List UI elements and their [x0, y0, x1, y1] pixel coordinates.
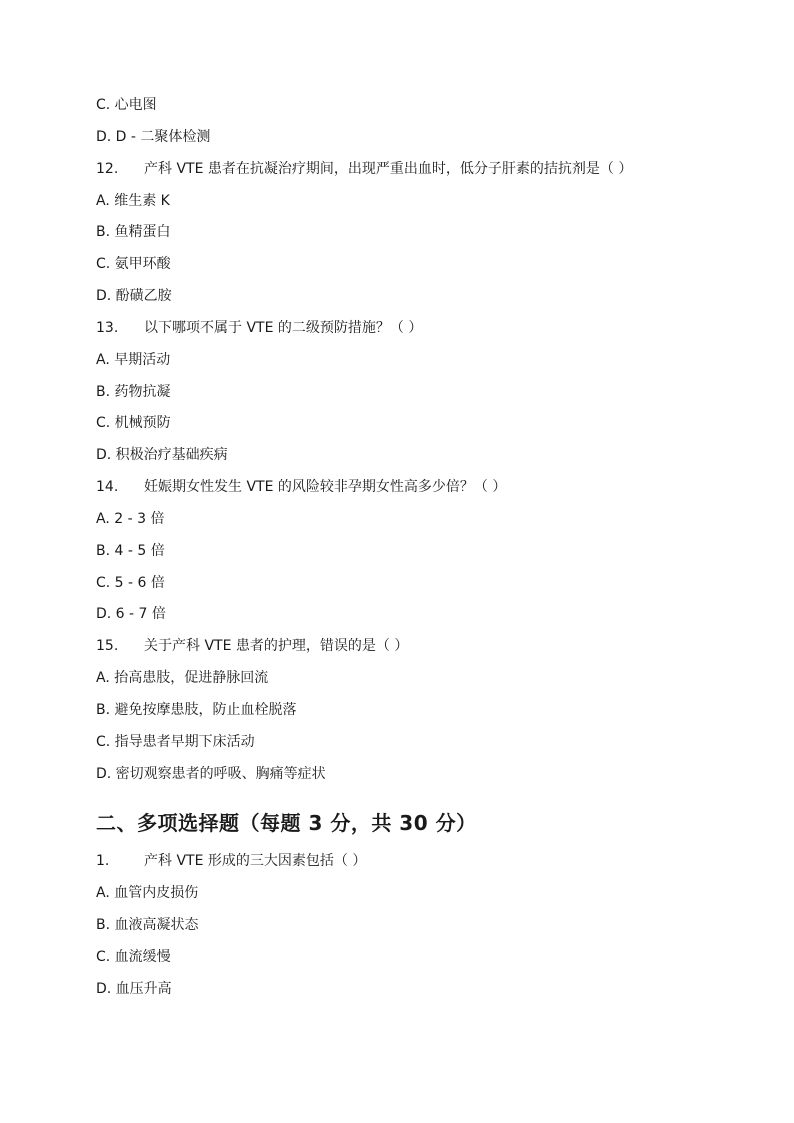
question-number: 14.: [96, 479, 119, 495]
option-d: D. D - 二聚体检测: [96, 129, 211, 145]
option-b: B. 4 - 5 倍: [96, 543, 165, 559]
question-12: [96, 160, 632, 178]
question-number: 13.: [96, 320, 119, 336]
option-c: C. 血流缓慢: [96, 949, 171, 965]
question-1: [96, 852, 366, 870]
question-text: 妊娠期女性发生 VTE 的风险较非孕期女性高多少倍？（ ）: [144, 479, 507, 495]
question-number: 15.: [96, 638, 119, 654]
option-c: C. 氨甲环酸: [96, 256, 171, 272]
option-d: D. 积极治疗基础疾病: [96, 447, 228, 463]
option-a: A. 抬高患肢，促进静脉回流: [96, 670, 269, 686]
option-b: B. 避免按摩患肢，防止血栓脱落: [96, 702, 297, 718]
section-heading: 二、多项选择题（每题 3 分，共 30 分）: [96, 811, 477, 835]
option-b: B. 药物抗凝: [96, 384, 171, 400]
question-13: [96, 319, 422, 337]
option-d: D. 血压升高: [96, 981, 172, 997]
question-number: 1.: [96, 853, 110, 869]
option-a: A. 维生素 K: [96, 193, 170, 209]
option-d: D. 酚磺乙胺: [96, 288, 172, 304]
option-b: B. 鱼精蛋白: [96, 224, 171, 240]
option-d: D. 密切观察患者的呼吸、胸痛等症状: [96, 766, 326, 782]
option-a: A. 血管内皮损伤: [96, 885, 199, 901]
question-14: [96, 478, 506, 496]
question-15: [96, 637, 408, 655]
option-d: D. 6 - 7 倍: [96, 606, 166, 622]
option-c: C. 心电图: [96, 97, 157, 113]
option-b: B. 血液高凝状态: [96, 917, 199, 933]
option-c: C. 指导患者早期下床活动: [96, 734, 255, 750]
option-a: A. 早期活动: [96, 352, 171, 368]
question-text: 关于产科 VTE 患者的护理，错误的是（ ）: [144, 638, 409, 654]
option-c: C. 5 - 6 倍: [96, 575, 165, 591]
question-text: 产科 VTE 形成的三大因素包括（ ）: [144, 853, 367, 869]
question-text: 以下哪项不属于 VTE 的二级预防措施？（ ）: [144, 320, 423, 336]
option-a: A. 2 - 3 倍: [96, 511, 165, 527]
option-c: C. 机械预防: [96, 415, 171, 431]
question-number: 12.: [96, 161, 119, 177]
question-text: 产科 VTE 患者在抗凝治疗期间，出现严重出血时，低分子肝素的拮抗剂是（ ）: [144, 161, 633, 177]
